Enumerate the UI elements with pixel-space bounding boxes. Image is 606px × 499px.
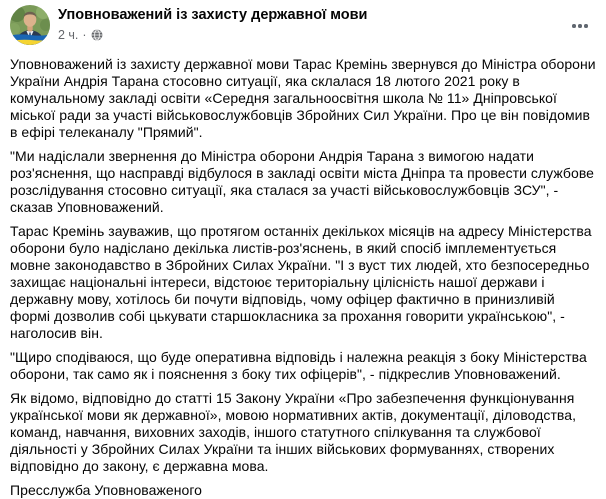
page-name-link[interactable]: Уповноважений із захисту державної мови <box>58 7 368 23</box>
post-paragraph: Як відомо, відповідно до статті 15 Закону України «Про забезпечення функціонування української мови як державної», мовою нормативних актів, документації, діловодства, команд, навчання, виховних заходів, іншого статутного спілкування та службової діяльності у Збройних Силах України та інших військових формуваннях, створених відповідно до закону, є державна мова. <box>10 390 577 474</box>
post-paragraph: Тарас Кремінь зауважив, що протягом останніх декількох місяців на адресу Міністерства оборони було надіслано декілька листів-роз'яснень, в який спосіб імплементується мовне законодавство в Збройних Силах України. "І з вуст тих людей, хто безпосередньо захищає національні інтереси, відстоює територіальну цілісність нашої держави і державну мову, хотілось би почути відповідь, чому офіцер фактично в принизливій формі дозволив собі цькувати старшокласника за прохання говорити українською", - наголосив він. <box>10 223 592 341</box>
avatar-image <box>10 5 50 45</box>
post-header <box>10 5 596 45</box>
timestamp[interactable]: 2 ч. <box>58 28 79 42</box>
avatar[interactable] <box>10 5 50 45</box>
ellipsis-icon <box>572 24 576 28</box>
post-content <box>10 56 596 499</box>
post-paragraph: "Ми надіслали звернення до Міністра оборони Андрія Тарана з вимогою надати роз'яснення, що насправді відбулося в закладі освіти міста Дніпра та провести службове розслідування стосовно ситуації, яка сталася за участі військовослужбовців ЗСУ", - сказав Уповноважений. <box>10 148 595 215</box>
header-info <box>58 5 367 43</box>
globe-icon <box>91 29 103 41</box>
post-paragraph: Пресслужба Уповноваженого <box>10 482 203 498</box>
post-paragraph: "Щиро сподіваюся, що буде оперативна відповідь і належна реакція з боку Міністерства оборони, так само як і пояснення з боку тих офіцерів", - підкреслив Уповноважений. <box>10 349 587 382</box>
post-meta <box>58 27 367 43</box>
post-paragraph: Уповноважений із захисту державної мови Тарас Кремінь звернувся до Міністра оборони України Андрія Тарана стосовно ситуації, яка склалася 18 лютого 2021 року в комунальному закладі освіти «Середня загальноосвітня школа № 11» Дніпровської міської ради за участі військовослужбовців Збройних Сил України. Про це він повідомив в ефірі телеканалу "Прямий". <box>10 56 596 140</box>
meta-separator: · <box>82 28 87 42</box>
more-options-button[interactable] <box>564 12 596 40</box>
